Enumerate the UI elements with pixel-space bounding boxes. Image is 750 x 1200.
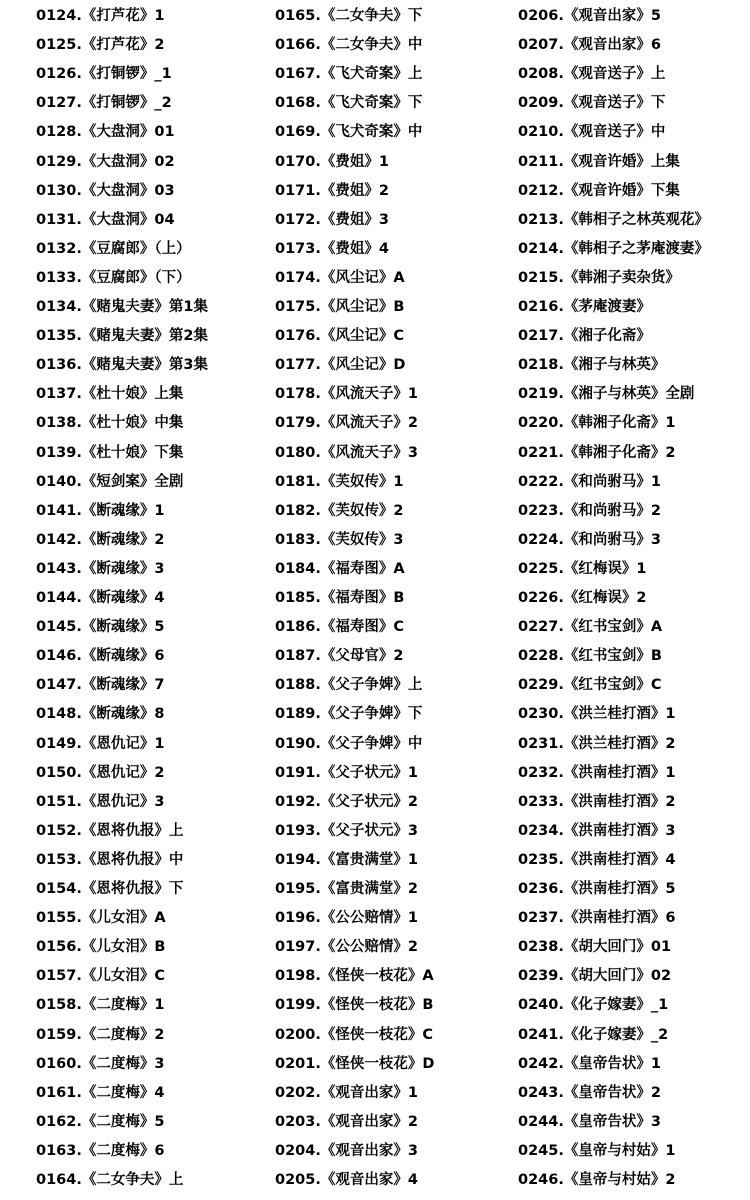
list-item: 0222.《和尚驸马》1	[518, 473, 661, 490]
list-item: 0138.《杜十娘》中集	[36, 415, 184, 432]
list-item: 0226.《红梅误》2	[518, 590, 647, 606]
list-item: 0130.《大盘洞》03	[36, 182, 175, 199]
list-item: 0189.《父子争婢》下	[275, 706, 423, 723]
list-item: 0174.《风尘记》A	[275, 269, 405, 286]
list-item: 0241.《化子嫁妻》_2	[518, 1026, 669, 1043]
list-item: 0193.《父子状元》3	[275, 822, 418, 839]
list-item: 0203.《观音出家》2	[275, 1113, 418, 1130]
list-item: 0190.《父子争婢》中	[275, 735, 423, 752]
list-item: 0235.《洪南桂打酒》4	[518, 851, 676, 868]
list-item: 0168.《飞犬奇案》下	[275, 95, 423, 112]
list-item: 0131.《大盘洞》04	[36, 211, 175, 228]
list-item: 0213.《韩相子之林英观花》	[518, 211, 709, 228]
list-item: 0205.《观音出家》4	[275, 1172, 418, 1188]
list-item: 0136.《赌鬼夫妻》第3集	[36, 357, 208, 374]
list-item: 0139.《杜十娘》下集	[36, 444, 184, 461]
list-item: 0132.《豆腐郎》（上）	[36, 240, 191, 257]
list-item: 0234.《洪南桂打酒》3	[518, 822, 676, 839]
list-item: 0159.《二度梅》2	[36, 1026, 165, 1043]
list-item: 0232.《洪南桂打酒》1	[518, 764, 676, 781]
list-item: 0180.《风流天子》3	[275, 444, 418, 461]
list-item: 0229.《红书宝剑》C	[518, 677, 662, 694]
list-item: 0185.《福寿图》B	[275, 590, 405, 606]
list-item: 0171.《费姐》2	[275, 182, 389, 199]
list-item: 0195.《富贵满堂》2	[275, 881, 418, 897]
list-item: 0230.《洪兰桂打酒》1	[518, 706, 676, 723]
list-item: 0150.《恩仇记》2	[36, 764, 165, 781]
list-item: 0231.《洪兰桂打酒》2	[518, 735, 676, 752]
list-item: 0197.《公公赔情》2	[275, 939, 418, 956]
list-item: 0151.《恩仇记》3	[36, 793, 165, 810]
list-item: 0199.《怪侠一枝花》B	[275, 997, 434, 1014]
list-item: 0219.《湘子与林英》全剧	[518, 386, 695, 403]
list-item: 0142.《断魂缘》2	[36, 531, 165, 548]
list-item: 0240.《化子嫁妻》_1	[518, 997, 669, 1014]
list-item: 0157.《儿女泪》C	[36, 968, 166, 985]
list-item: 0164.《二女争夫》上	[36, 1172, 184, 1188]
list-item: 0182.《芙奴传》2	[275, 502, 404, 519]
list-item: 0208.《观音送子》上	[518, 66, 666, 83]
list-item: 0148.《断魂缘》8	[36, 706, 165, 723]
list-item: 0160.《二度梅》3	[36, 1055, 165, 1072]
list-item: 0202.《观音出家》1	[275, 1084, 418, 1101]
list-item: 0212.《观音许婚》下集	[518, 182, 680, 199]
list-item: 0243.《皇帝告状》2	[518, 1084, 661, 1101]
list-item: 0155.《儿女泪》A	[36, 910, 166, 927]
list-item: 0188.《父子争婢》上	[275, 677, 423, 694]
list-item: 0217.《湘子化斋》	[518, 328, 651, 345]
list-item: 0237.《洪南桂打酒》6	[518, 910, 676, 927]
list-item: 0187.《父母官》2	[275, 648, 404, 665]
list-item: 0145.《断魂缘》5	[36, 619, 165, 636]
list-item: 0161.《二度梅》4	[36, 1084, 165, 1101]
list-item: 0200.《怪侠一枝花》C	[275, 1026, 434, 1043]
list-item: 0207.《观音出家》6	[518, 37, 661, 54]
list-item: 0172.《费姐》3	[275, 211, 389, 228]
list-item: 0162.《二度梅》5	[36, 1113, 165, 1130]
list-item: 0194.《富贵满堂》1	[275, 851, 418, 868]
list-item: 0204.《观音出家》3	[275, 1142, 418, 1159]
list-item: 0146.《断魂缘》6	[36, 648, 165, 665]
list-item: 0177.《风尘记》D	[275, 357, 406, 374]
list-item: 0218.《湘子与林英》	[518, 357, 666, 374]
list-item: 0245.《皇帝与村姑》1	[518, 1142, 676, 1159]
list-item: 0224.《和尚驸马》3	[518, 531, 661, 548]
list-item: 0141.《断魂缘》1	[36, 502, 165, 519]
list-item: 0184.《福寿图》A	[275, 560, 405, 577]
list-item: 0238.《胡大回门》01	[518, 939, 672, 956]
list-item: 0129.《大盘洞》02	[36, 153, 175, 170]
list-item: 0140.《短剑案》全剧	[36, 473, 184, 490]
list-item: 0144.《断魂缘》4	[36, 590, 165, 606]
list-item: 0153.《恩将仇报》中	[36, 851, 184, 868]
list-item: 0191.《父子状元》1	[275, 764, 418, 781]
list-item: 0192.《父子状元》2	[275, 793, 418, 810]
list-item: 0124.《打芦花》1	[36, 8, 165, 24]
list-item: 0215.《韩湘子卖杂货》	[518, 269, 680, 286]
list-item: 0126.《打铜锣》_1	[36, 66, 172, 83]
list-item: 0147.《断魂缘》7	[36, 677, 165, 694]
list-item: 0178.《风流天子》1	[275, 386, 418, 403]
list-item: 0154.《恩将仇报》下	[36, 881, 184, 897]
list-item: 0179.《风流天子》2	[275, 415, 418, 432]
list-item: 0227.《红书宝剑》A	[518, 619, 663, 636]
list-item: 0127.《打铜锣》_2	[36, 95, 172, 112]
list-item: 0214.《韩相子之茅庵渡妻》	[518, 240, 709, 257]
list-item: 0216.《茅庵渡妻》	[518, 299, 651, 315]
list-item: 0175.《风尘记》B	[275, 299, 405, 315]
list-item: 0137.《杜十娘》上集	[36, 386, 184, 403]
list-item: 0125.《打芦花》2	[36, 37, 165, 54]
list-item: 0135.《赌鬼夫妻》第2集	[36, 328, 208, 345]
list-item: 0149.《恩仇记》1	[36, 735, 165, 752]
list-item: 0236.《洪南桂打酒》5	[518, 881, 676, 897]
list-item: 0220.《韩湘子化斋》1	[518, 415, 676, 432]
list-item: 0183.《芙奴传》3	[275, 531, 404, 548]
list-item: 0134.《赌鬼夫妻》第1集	[36, 299, 208, 315]
list-item: 0209.《观音送子》下	[518, 95, 666, 112]
list-item: 0239.《胡大回门》02	[518, 968, 672, 985]
list-item: 0225.《红梅误》1	[518, 560, 647, 577]
list-item: 0133.《豆腐郎》（下）	[36, 269, 191, 286]
list-item: 0223.《和尚驸马》2	[518, 502, 661, 519]
list-item: 0156.《儿女泪》B	[36, 939, 166, 956]
list-item: 0152.《恩将仇报》上	[36, 822, 184, 839]
list-item: 0211.《观音许婚》上集	[518, 153, 680, 170]
list-item: 0244.《皇帝告状》3	[518, 1113, 661, 1130]
list-item: 0163.《二度梅》6	[36, 1142, 165, 1159]
list-item: 0143.《断魂缘》3	[36, 560, 165, 577]
list-item: 0242.《皇帝告状》1	[518, 1055, 661, 1072]
list-item: 0196.《公公赔情》1	[275, 910, 418, 927]
list-item: 0167.《飞犬奇案》上	[275, 66, 423, 83]
list-item: 0169.《飞犬奇案》中	[275, 124, 423, 141]
list-item: 0176.《风尘记》C	[275, 328, 405, 345]
list-item: 0198.《怪侠一枝花》A	[275, 968, 434, 985]
list-item: 0228.《红书宝剑》B	[518, 648, 662, 665]
list-item: 0186.《福寿图》C	[275, 619, 405, 636]
list-item: 0173.《费姐》4	[275, 240, 389, 257]
list-item: 0170.《费姐》1	[275, 153, 389, 170]
list-item: 0158.《二度梅》1	[36, 997, 165, 1014]
list-item: 0210.《观音送子》中	[518, 124, 666, 141]
list-item: 0233.《洪南桂打酒》2	[518, 793, 676, 810]
list-item: 0201.《怪侠一枝花》D	[275, 1055, 435, 1072]
list-item: 0206.《观音出家》5	[518, 8, 661, 24]
list-item: 0165.《二女争夫》下	[275, 8, 423, 24]
list-item: 0181.《芙奴传》1	[275, 473, 404, 490]
list-item: 0246.《皇帝与村姑》2	[518, 1172, 676, 1188]
list-item: 0221.《韩湘子化斋》2	[518, 444, 676, 461]
list-item: 0166.《二女争夫》中	[275, 37, 423, 54]
list-item: 0128.《大盘洞》01	[36, 124, 175, 141]
